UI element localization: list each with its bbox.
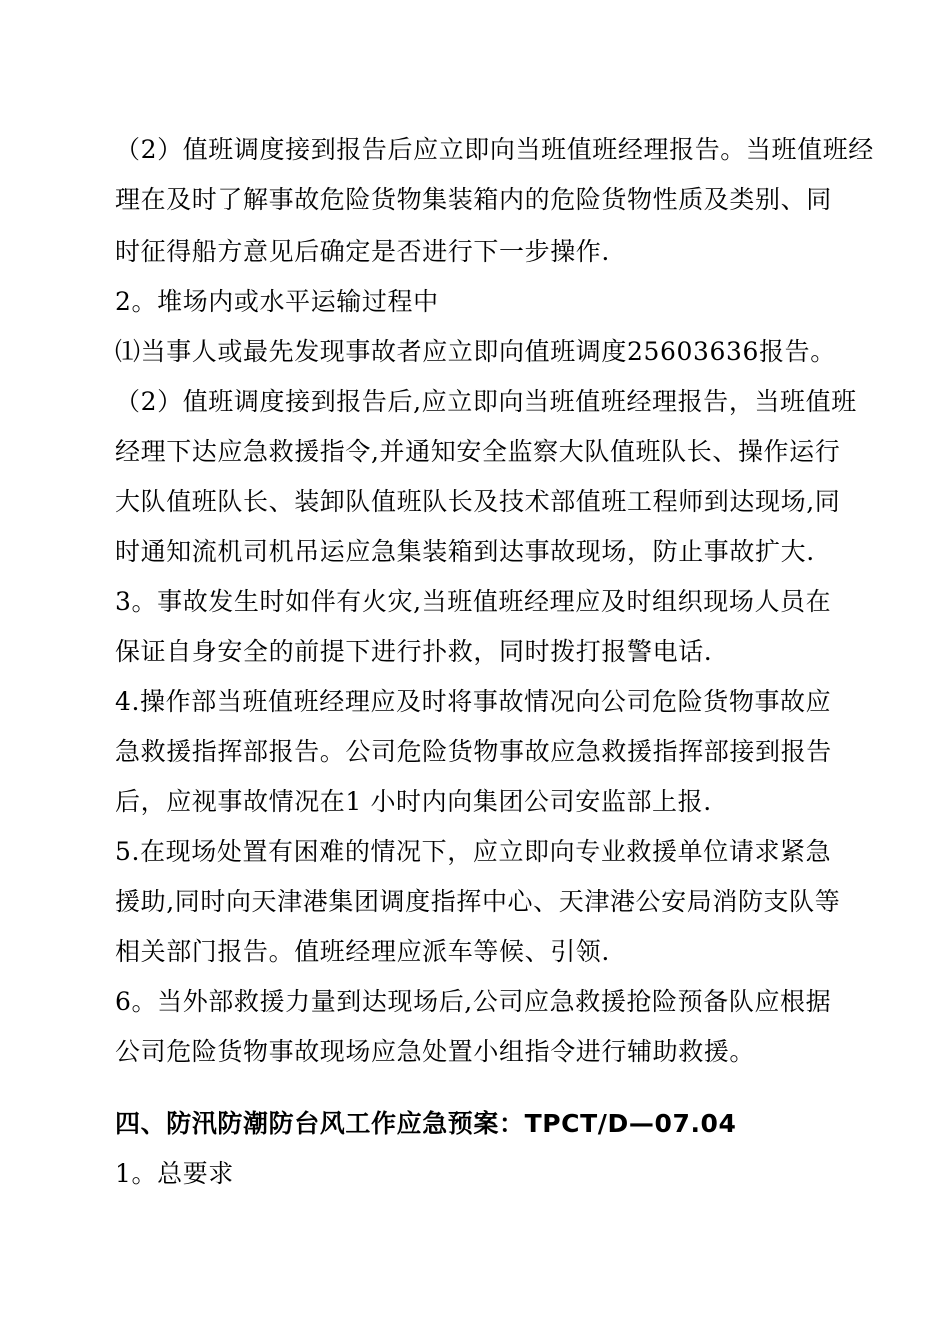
paragraph-line: 6。当外部救援力量到达现场后,公司应急救援抢险预备队应根据	[115, 987, 832, 1016]
paragraph-line: 4.操作部当班值班经理应及时将事故情况向公司危险货物事故应	[115, 687, 832, 716]
paragraph-line: 相关部门报告。值班经理应派车等候、引领.	[115, 937, 610, 966]
paragraph-line: 保证自身安全的前提下进行扑救，同时拨打报警电话.	[115, 637, 713, 666]
paragraph-line: 时征得船方意见后确定是否进行下一步操作.	[115, 237, 610, 266]
paragraph-line: 大队值班队长、装卸队值班队长及技术部值班工程师到达现场,同	[115, 487, 841, 516]
paragraph-line: 3。事故发生时如伴有火灾,当班值班经理应及时组织现场人员在	[115, 587, 832, 616]
paragraph-line: （2）值班调度接到报告后应立即向当班值班经理报告。当班值班经	[115, 135, 874, 164]
paragraph-line: 5.在现场处置有困难的情况下，应立即向专业救援单位请求紧急	[115, 837, 832, 866]
section-heading: 四、防汛防潮防台风工作应急预案：TPCT/D—07.04	[115, 1109, 737, 1138]
list-item-heading: 2。堆场内或水平运输过程中	[115, 287, 439, 316]
paragraph-line: 理在及时了解事故危险货物集装箱内的危险货物性质及类别、同	[115, 185, 832, 214]
sub-item-heading: 1。总要求	[115, 1159, 234, 1188]
paragraph-line: （2）值班调度接到报告后,应立即向当班值班经理报告，当班值班	[115, 387, 857, 416]
paragraph-line: ⑴当事人或最先发现事故者应立即向值班调度25603636报告。	[115, 337, 836, 366]
paragraph-line: 急救援指挥部报告。公司危险货物事故应急救援指挥部接到报告	[115, 737, 832, 766]
paragraph-line: 经理下达应急救援指令,并通知安全监察大队值班队长、操作运行	[115, 437, 841, 466]
paragraph-line: 公司危险货物事故现场应急处置小组指令进行辅助救援。	[115, 1037, 756, 1066]
paragraph-line: 时通知流机司机吊运应急集装箱到达事故现场，防止事故扩大.	[115, 537, 815, 566]
paragraph-line: 后，应视事故情况在1 小时内向集团公司安监部上报.	[115, 787, 712, 816]
paragraph-line: 援助,同时向天津港集团调度指挥中心、天津港公安局消防支队等	[115, 887, 841, 916]
